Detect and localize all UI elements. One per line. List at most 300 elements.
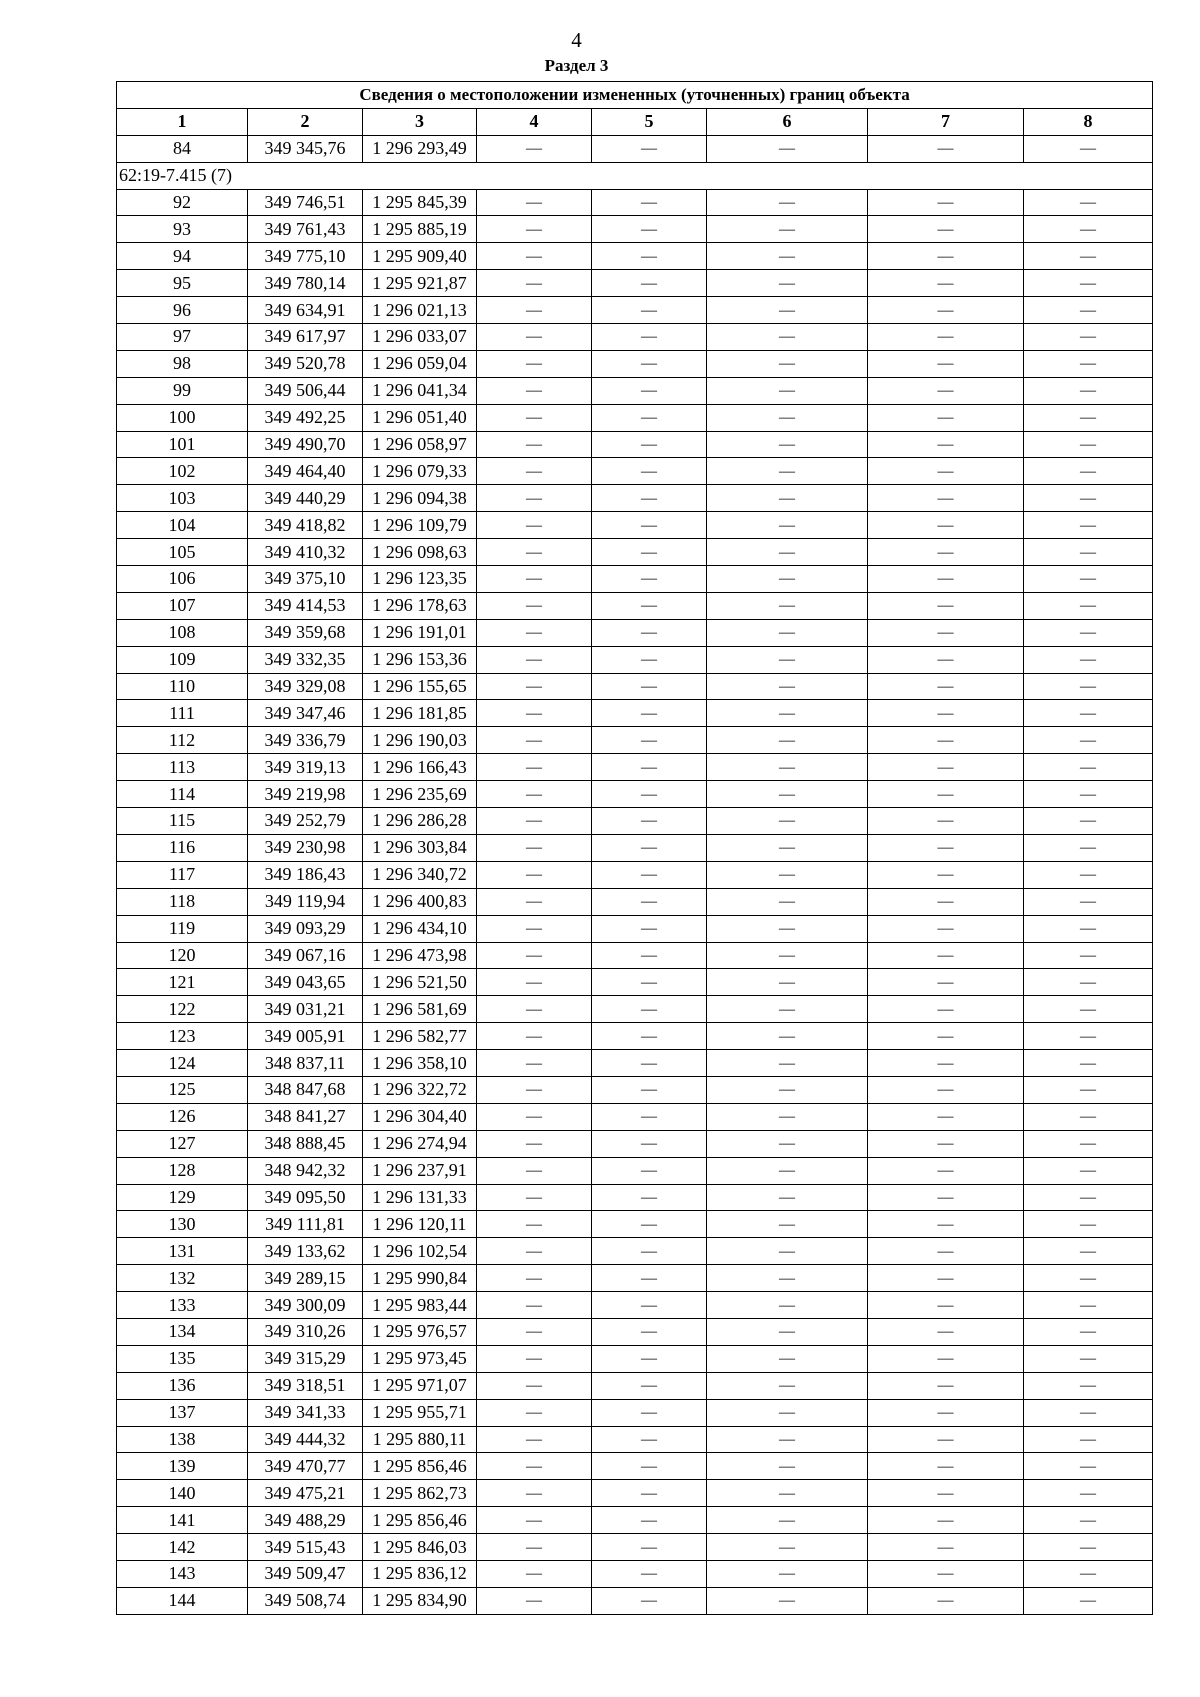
y-coordinate-cell: 1 296 021,13	[363, 297, 477, 324]
empty-value-dash: —	[1024, 216, 1153, 243]
point-number-cell: 143	[117, 1560, 248, 1587]
empty-value-dash: —	[592, 942, 707, 969]
empty-value-dash: —	[477, 1050, 592, 1077]
y-coordinate-cell: 1 295 846,03	[363, 1534, 477, 1561]
table-row	[117, 1587, 1153, 1614]
empty-value-dash: —	[592, 270, 707, 297]
empty-value-dash: —	[477, 700, 592, 727]
table-row	[117, 646, 1153, 673]
empty-value-dash: —	[477, 915, 592, 942]
empty-value-dash: —	[1024, 431, 1153, 458]
empty-value-dash: —	[477, 189, 592, 216]
empty-value-dash: —	[1024, 996, 1153, 1023]
empty-value-dash: —	[707, 1211, 868, 1238]
x-coordinate-cell: 349 329,08	[248, 673, 363, 700]
empty-value-dash: —	[477, 781, 592, 808]
table-row	[117, 592, 1153, 619]
empty-value-dash: —	[477, 1426, 592, 1453]
point-number-cell: 126	[117, 1103, 248, 1130]
point-number-cell: 134	[117, 1318, 248, 1345]
empty-value-dash: —	[592, 1211, 707, 1238]
table-row	[117, 1211, 1153, 1238]
empty-value-dash: —	[868, 1345, 1024, 1372]
x-coordinate-cell: 349 418,82	[248, 512, 363, 539]
empty-value-dash: —	[707, 1157, 868, 1184]
empty-value-dash: —	[592, 1399, 707, 1426]
empty-value-dash: —	[1024, 377, 1153, 404]
empty-value-dash: —	[592, 539, 707, 566]
empty-value-dash: —	[592, 781, 707, 808]
empty-value-dash: —	[477, 1534, 592, 1561]
x-coordinate-cell: 348 837,11	[248, 1050, 363, 1077]
y-coordinate-cell: 1 296 131,33	[363, 1184, 477, 1211]
empty-value-dash: —	[1024, 1050, 1153, 1077]
table-row	[117, 1372, 1153, 1399]
page-number: 4	[571, 28, 582, 52]
y-coordinate-cell: 1 296 059,04	[363, 350, 477, 377]
empty-value-dash: —	[477, 404, 592, 431]
empty-value-dash: —	[707, 1345, 868, 1372]
empty-value-dash: —	[477, 619, 592, 646]
table-row	[117, 942, 1153, 969]
boundary-coordinates-table	[116, 81, 1153, 1615]
y-coordinate-cell: 1 295 856,46	[363, 1453, 477, 1480]
empty-value-dash: —	[868, 1587, 1024, 1614]
empty-value-dash: —	[477, 1587, 592, 1614]
x-coordinate-cell: 349 617,97	[248, 324, 363, 351]
x-coordinate-cell: 349 509,47	[248, 1560, 363, 1587]
empty-value-dash: —	[592, 1560, 707, 1587]
cadastral-group-label: 62:19-7.415 (7)	[117, 162, 1153, 189]
table-row	[117, 539, 1153, 566]
empty-value-dash: —	[707, 1372, 868, 1399]
empty-value-dash: —	[1024, 1453, 1153, 1480]
table-row	[117, 485, 1153, 512]
point-number-cell: 119	[117, 915, 248, 942]
y-coordinate-cell: 1 295 845,39	[363, 189, 477, 216]
empty-value-dash: —	[592, 619, 707, 646]
y-coordinate-cell: 1 295 921,87	[363, 270, 477, 297]
empty-value-dash: —	[707, 1130, 868, 1157]
x-coordinate-cell: 349 492,25	[248, 404, 363, 431]
x-coordinate-cell: 349 341,33	[248, 1399, 363, 1426]
table-row	[117, 1023, 1153, 1050]
x-coordinate-cell: 349 252,79	[248, 808, 363, 835]
empty-value-dash: —	[592, 1480, 707, 1507]
x-coordinate-cell: 349 780,14	[248, 270, 363, 297]
empty-value-dash: —	[707, 1480, 868, 1507]
empty-value-dash: —	[592, 512, 707, 539]
table-row	[117, 996, 1153, 1023]
table-row	[117, 1103, 1153, 1130]
point-number-cell: 132	[117, 1265, 248, 1292]
empty-value-dash: —	[477, 673, 592, 700]
empty-value-dash: —	[1024, 1130, 1153, 1157]
x-coordinate-cell: 349 219,98	[248, 781, 363, 808]
y-coordinate-cell: 1 296 237,91	[363, 1157, 477, 1184]
empty-value-dash: —	[477, 1130, 592, 1157]
empty-value-dash: —	[592, 1587, 707, 1614]
empty-value-dash: —	[707, 1184, 868, 1211]
empty-value-dash: —	[592, 1157, 707, 1184]
empty-value-dash: —	[707, 1426, 868, 1453]
empty-value-dash: —	[707, 324, 868, 351]
empty-value-dash: —	[477, 1399, 592, 1426]
empty-value-dash: —	[868, 592, 1024, 619]
empty-value-dash: —	[868, 485, 1024, 512]
table-row	[117, 297, 1153, 324]
empty-value-dash: —	[477, 1157, 592, 1184]
empty-value-dash: —	[592, 915, 707, 942]
empty-value-dash: —	[868, 243, 1024, 270]
empty-value-dash: —	[707, 1399, 868, 1426]
table-row	[117, 324, 1153, 351]
empty-value-dash: —	[707, 754, 868, 781]
x-coordinate-cell: 349 336,79	[248, 727, 363, 754]
table-row	[117, 1238, 1153, 1265]
point-number-cell: 124	[117, 1050, 248, 1077]
point-number-cell: 131	[117, 1238, 248, 1265]
y-coordinate-cell: 1 295 955,71	[363, 1399, 477, 1426]
empty-value-dash: —	[1024, 727, 1153, 754]
empty-value-dash: —	[592, 861, 707, 888]
table-row	[117, 1345, 1153, 1372]
x-coordinate-cell: 349 515,43	[248, 1534, 363, 1561]
empty-value-dash: —	[477, 485, 592, 512]
empty-value-dash: —	[592, 458, 707, 485]
empty-value-dash: —	[477, 1211, 592, 1238]
empty-value-dash: —	[868, 135, 1024, 162]
empty-value-dash: —	[868, 700, 1024, 727]
empty-value-dash: —	[592, 566, 707, 593]
empty-value-dash: —	[477, 1453, 592, 1480]
empty-value-dash: —	[707, 996, 868, 1023]
empty-value-dash: —	[592, 135, 707, 162]
point-number-cell: 93	[117, 216, 248, 243]
table-row	[117, 458, 1153, 485]
empty-value-dash: —	[707, 1318, 868, 1345]
y-coordinate-cell: 1 295 990,84	[363, 1265, 477, 1292]
x-coordinate-cell: 348 942,32	[248, 1157, 363, 1184]
empty-value-dash: —	[868, 404, 1024, 431]
table-row	[117, 1534, 1153, 1561]
empty-value-dash: —	[868, 1399, 1024, 1426]
point-number-cell: 105	[117, 539, 248, 566]
y-coordinate-cell: 1 296 521,50	[363, 969, 477, 996]
x-coordinate-cell: 348 888,45	[248, 1130, 363, 1157]
point-number-cell: 118	[117, 888, 248, 915]
table-row	[117, 727, 1153, 754]
empty-value-dash: —	[592, 1076, 707, 1103]
empty-value-dash: —	[1024, 1265, 1153, 1292]
empty-value-dash: —	[707, 216, 868, 243]
empty-value-dash: —	[592, 404, 707, 431]
point-number-cell: 137	[117, 1399, 248, 1426]
x-coordinate-cell: 349 345,76	[248, 135, 363, 162]
y-coordinate-cell: 1 296 120,11	[363, 1211, 477, 1238]
empty-value-dash: —	[868, 1507, 1024, 1534]
empty-value-dash: —	[868, 1157, 1024, 1184]
empty-value-dash: —	[477, 1507, 592, 1534]
empty-value-dash: —	[592, 485, 707, 512]
table-row	[117, 754, 1153, 781]
empty-value-dash: —	[868, 297, 1024, 324]
empty-value-dash: —	[1024, 512, 1153, 539]
empty-value-dash: —	[477, 297, 592, 324]
x-coordinate-cell: 348 847,68	[248, 1076, 363, 1103]
point-number-cell: 110	[117, 673, 248, 700]
empty-value-dash: —	[868, 646, 1024, 673]
point-number-cell: 114	[117, 781, 248, 808]
x-coordinate-cell: 349 464,40	[248, 458, 363, 485]
point-number-cell: 144	[117, 1587, 248, 1614]
empty-value-dash: —	[592, 996, 707, 1023]
empty-value-dash: —	[868, 566, 1024, 593]
column-header: 5	[592, 108, 707, 135]
empty-value-dash: —	[868, 216, 1024, 243]
empty-value-dash: —	[1024, 135, 1153, 162]
table-row	[117, 619, 1153, 646]
y-coordinate-cell: 1 296 235,69	[363, 781, 477, 808]
empty-value-dash: —	[477, 1372, 592, 1399]
empty-value-dash: —	[707, 781, 868, 808]
empty-value-dash: —	[1024, 861, 1153, 888]
empty-value-dash: —	[868, 1265, 1024, 1292]
empty-value-dash: —	[477, 592, 592, 619]
point-number-cell: 120	[117, 942, 248, 969]
empty-value-dash: —	[592, 1130, 707, 1157]
empty-value-dash: —	[868, 1184, 1024, 1211]
empty-value-dash: —	[707, 350, 868, 377]
empty-value-dash: —	[477, 350, 592, 377]
x-coordinate-cell: 349 375,10	[248, 566, 363, 593]
empty-value-dash: —	[707, 1587, 868, 1614]
point-number-cell: 140	[117, 1480, 248, 1507]
y-coordinate-cell: 1 296 303,84	[363, 834, 477, 861]
y-coordinate-cell: 1 296 181,85	[363, 700, 477, 727]
empty-value-dash: —	[1024, 1157, 1153, 1184]
empty-value-dash: —	[868, 324, 1024, 351]
empty-value-dash: —	[1024, 566, 1153, 593]
empty-value-dash: —	[707, 512, 868, 539]
x-coordinate-cell: 349 095,50	[248, 1184, 363, 1211]
y-coordinate-cell: 1 295 836,12	[363, 1560, 477, 1587]
empty-value-dash: —	[477, 834, 592, 861]
empty-value-dash: —	[707, 189, 868, 216]
point-number-cell: 112	[117, 727, 248, 754]
y-coordinate-cell: 1 296 098,63	[363, 539, 477, 566]
empty-value-dash: —	[1024, 350, 1153, 377]
empty-value-dash: —	[707, 135, 868, 162]
table-row	[117, 781, 1153, 808]
empty-value-dash: —	[707, 539, 868, 566]
empty-value-dash: —	[477, 135, 592, 162]
empty-value-dash: —	[1024, 942, 1153, 969]
x-coordinate-cell: 349 043,65	[248, 969, 363, 996]
x-coordinate-cell: 349 775,10	[248, 243, 363, 270]
y-coordinate-cell: 1 296 051,40	[363, 404, 477, 431]
point-number-cell: 104	[117, 512, 248, 539]
empty-value-dash: —	[1024, 1399, 1153, 1426]
empty-value-dash: —	[1024, 1211, 1153, 1238]
empty-value-dash: —	[592, 1238, 707, 1265]
empty-value-dash: —	[592, 1023, 707, 1050]
y-coordinate-cell: 1 295 983,44	[363, 1292, 477, 1319]
x-coordinate-cell: 349 414,53	[248, 592, 363, 619]
point-number-cell: 94	[117, 243, 248, 270]
y-coordinate-cell: 1 296 400,83	[363, 888, 477, 915]
empty-value-dash: —	[592, 754, 707, 781]
empty-value-dash: —	[477, 539, 592, 566]
empty-value-dash: —	[707, 297, 868, 324]
group-label-row	[117, 162, 1153, 189]
empty-value-dash: —	[477, 512, 592, 539]
empty-value-dash: —	[1024, 969, 1153, 996]
y-coordinate-cell: 1 296 041,34	[363, 377, 477, 404]
x-coordinate-cell: 349 746,51	[248, 189, 363, 216]
table-row	[117, 1507, 1153, 1534]
table-row	[117, 673, 1153, 700]
point-number-cell: 136	[117, 1372, 248, 1399]
point-number-cell: 133	[117, 1292, 248, 1319]
y-coordinate-cell: 1 296 166,43	[363, 754, 477, 781]
point-number-cell: 116	[117, 834, 248, 861]
empty-value-dash: —	[707, 1292, 868, 1319]
empty-value-dash: —	[707, 619, 868, 646]
empty-value-dash: —	[1024, 539, 1153, 566]
table-row	[117, 431, 1153, 458]
table-row	[117, 350, 1153, 377]
empty-value-dash: —	[707, 377, 868, 404]
x-coordinate-cell: 349 186,43	[248, 861, 363, 888]
empty-value-dash: —	[1024, 189, 1153, 216]
empty-value-dash: —	[477, 431, 592, 458]
x-coordinate-cell: 349 470,77	[248, 1453, 363, 1480]
x-coordinate-cell: 349 444,32	[248, 1426, 363, 1453]
table-row	[117, 1050, 1153, 1077]
empty-value-dash: —	[1024, 673, 1153, 700]
point-number-cell: 97	[117, 324, 248, 351]
table-row	[117, 1560, 1153, 1587]
point-number-cell: 113	[117, 754, 248, 781]
point-number-cell: 99	[117, 377, 248, 404]
empty-value-dash: —	[707, 566, 868, 593]
empty-value-dash: —	[592, 673, 707, 700]
empty-value-dash: —	[477, 646, 592, 673]
empty-value-dash: —	[707, 1103, 868, 1130]
point-number-cell: 130	[117, 1211, 248, 1238]
empty-value-dash: —	[707, 1534, 868, 1561]
table-row	[117, 1157, 1153, 1184]
table-header	[117, 82, 1153, 136]
empty-value-dash: —	[477, 727, 592, 754]
point-number-cell: 106	[117, 566, 248, 593]
x-coordinate-cell: 349 111,81	[248, 1211, 363, 1238]
y-coordinate-cell: 1 296 340,72	[363, 861, 477, 888]
empty-value-dash: —	[1024, 1103, 1153, 1130]
empty-value-dash: —	[592, 1453, 707, 1480]
point-number-cell: 102	[117, 458, 248, 485]
table-row	[117, 969, 1153, 996]
y-coordinate-cell: 1 296 581,69	[363, 996, 477, 1023]
x-coordinate-cell: 349 634,91	[248, 297, 363, 324]
empty-value-dash: —	[592, 1426, 707, 1453]
table-row	[117, 377, 1153, 404]
empty-value-dash: —	[868, 781, 1024, 808]
empty-value-dash: —	[868, 350, 1024, 377]
y-coordinate-cell: 1 296 322,72	[363, 1076, 477, 1103]
empty-value-dash: —	[592, 727, 707, 754]
empty-value-dash: —	[592, 1372, 707, 1399]
empty-value-dash: —	[868, 1560, 1024, 1587]
empty-value-dash: —	[477, 861, 592, 888]
x-coordinate-cell: 349 506,44	[248, 377, 363, 404]
empty-value-dash: —	[868, 189, 1024, 216]
section-title: Раздел 3	[544, 56, 609, 75]
x-coordinate-cell: 349 475,21	[248, 1480, 363, 1507]
empty-value-dash: —	[868, 458, 1024, 485]
y-coordinate-cell: 1 295 909,40	[363, 243, 477, 270]
point-number-cell: 117	[117, 861, 248, 888]
empty-value-dash: —	[592, 808, 707, 835]
empty-value-dash: —	[477, 1103, 592, 1130]
empty-value-dash: —	[1024, 808, 1153, 835]
empty-value-dash: —	[707, 834, 868, 861]
empty-value-dash: —	[707, 243, 868, 270]
x-coordinate-cell: 349 318,51	[248, 1372, 363, 1399]
point-number-cell: 123	[117, 1023, 248, 1050]
y-coordinate-cell: 1 296 358,10	[363, 1050, 477, 1077]
empty-value-dash: —	[707, 458, 868, 485]
empty-value-dash: —	[707, 592, 868, 619]
x-coordinate-cell: 349 488,29	[248, 1507, 363, 1534]
table-row	[117, 1265, 1153, 1292]
empty-value-dash: —	[1024, 1426, 1153, 1453]
empty-value-dash: —	[707, 1023, 868, 1050]
empty-value-dash: —	[592, 189, 707, 216]
empty-value-dash: —	[1024, 1345, 1153, 1372]
empty-value-dash: —	[868, 754, 1024, 781]
point-number-cell: 84	[117, 135, 248, 162]
empty-value-dash: —	[1024, 1023, 1153, 1050]
empty-value-dash: —	[477, 566, 592, 593]
empty-value-dash: —	[868, 1238, 1024, 1265]
y-coordinate-cell: 1 296 079,33	[363, 458, 477, 485]
empty-value-dash: —	[477, 1345, 592, 1372]
y-coordinate-cell: 1 296 293,49	[363, 135, 477, 162]
empty-value-dash: —	[1024, 1507, 1153, 1534]
empty-value-dash: —	[868, 1023, 1024, 1050]
y-coordinate-cell: 1 296 155,65	[363, 673, 477, 700]
empty-value-dash: —	[1024, 1076, 1153, 1103]
empty-value-dash: —	[477, 1184, 592, 1211]
empty-value-dash: —	[707, 270, 868, 297]
empty-value-dash: —	[477, 888, 592, 915]
x-coordinate-cell: 349 359,68	[248, 619, 363, 646]
empty-value-dash: —	[477, 270, 592, 297]
empty-value-dash: —	[592, 646, 707, 673]
empty-value-dash: —	[868, 1480, 1024, 1507]
table-caption: Сведения о местоположении измененных (уточненных) границ объекта	[117, 82, 1153, 109]
table-row	[117, 888, 1153, 915]
x-coordinate-cell: 349 440,29	[248, 485, 363, 512]
y-coordinate-cell: 1 296 094,38	[363, 485, 477, 512]
empty-value-dash: —	[707, 1507, 868, 1534]
empty-value-dash: —	[477, 377, 592, 404]
table-row	[117, 189, 1153, 216]
table-body	[117, 135, 1153, 1614]
empty-value-dash: —	[707, 1238, 868, 1265]
